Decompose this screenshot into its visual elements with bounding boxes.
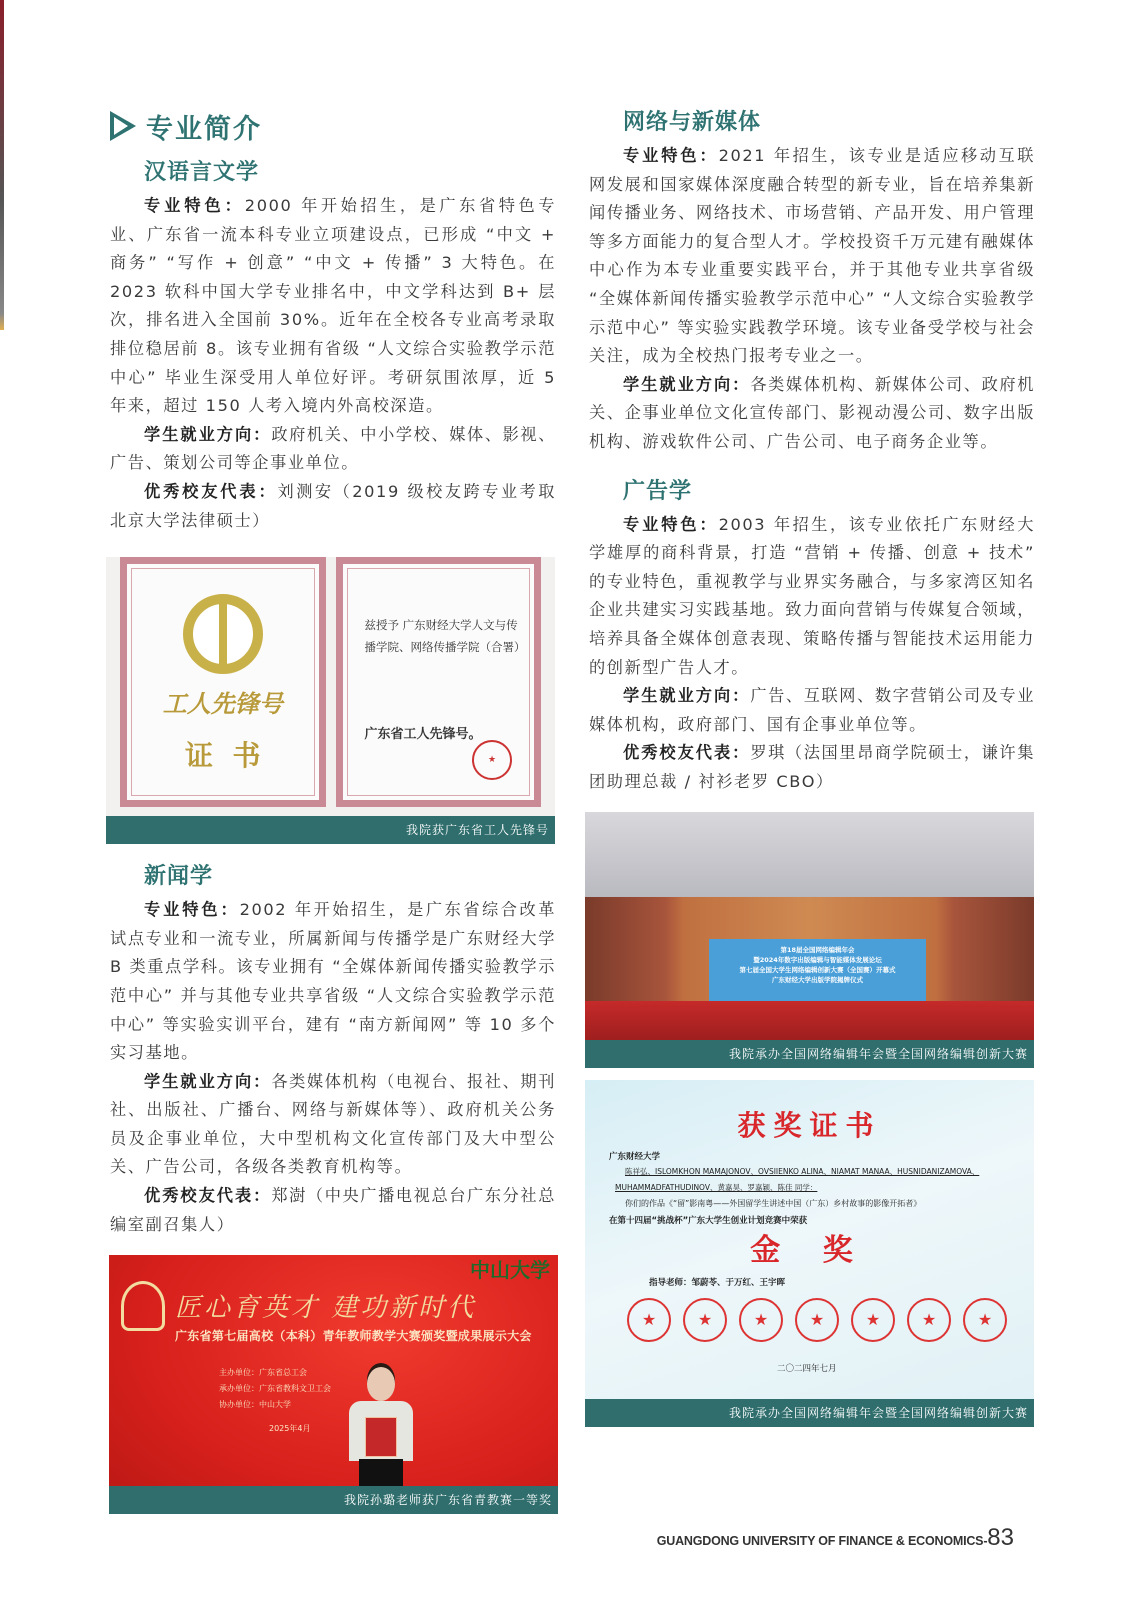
- label: 学生就业方向：: [623, 686, 751, 706]
- label: 优秀校友代表：: [144, 481, 278, 501]
- photo-teacher-award: [109, 1255, 558, 1514]
- photo-caption: 我院承办全国网络编辑年会暨全国网络编辑创新大赛: [585, 1399, 1034, 1427]
- seal-icon: [739, 1298, 783, 1342]
- banner-slogan: 匠心育英才 建功新时代: [175, 1293, 477, 1324]
- photo-caption: 我院获广东省工人先锋号: [106, 816, 555, 844]
- text: 政府机关、中小学校、媒体、影视、广告、策划公司等企事业单位。: [110, 424, 556, 473]
- text: 2021 年招生，该专业是适应移动互联网发展和国家媒体深度融合转型的新专业，旨在培养集新闻传播业务、网络技术、市场营销、产品开发、用户管理等多方面能力的复合型人才。学校投资千万元建有融媒体中心作为本专业重要实践平台，并于其他专业共享省级 “全媒体新闻传播实验教学示范中心” “人文综合实验教学示范中心” 等实验实践教学环境。该专业备受学校与社会关注，成为全校热门报考专业之一。: [589, 146, 1035, 366]
- photo-caption: 我院承办全国网络编辑年会暨全国网络编辑创新大赛: [585, 1040, 1034, 1068]
- major-title-advertising: 广告学: [623, 477, 693, 504]
- text: 2002 年开始招生，是广东省综合改革试点专业和一流专业，所属新闻与传播学是广东财经大学 B 类重点学科。该专业拥有 “全媒体新闻传播实验教学示范中心” 并与其他专业共享省级 “人文综合实验教学示范中心” 等实验实训平台，建有 “南方新闻网” 等 10 多个实习基地。: [110, 900, 556, 1063]
- label: 专业特色：: [144, 900, 240, 920]
- chinese-career: [110, 421, 556, 478]
- advertising-feature: [589, 511, 1035, 683]
- text: 各类媒体机构、新媒体公司、政府机关、企事业单位文化宣传部门、影视动漫公司、数字出版机构、游戏软件公司、广告公司、电子商务企业等。: [589, 374, 1035, 451]
- major-title-journalism: 新闻学: [144, 863, 214, 890]
- seal-icon: [963, 1298, 1007, 1342]
- advertising-alumni: [589, 739, 1035, 796]
- award-school: 广东财经大学: [609, 1152, 661, 1163]
- award-date: 二〇二四年七月: [777, 1364, 837, 1375]
- certificate-cover: [120, 557, 326, 807]
- banner-host: 主办单位：广东省总工会: [219, 1368, 307, 1378]
- chinese-feature: [110, 192, 556, 421]
- newmedia-feature: [589, 142, 1035, 371]
- screen-line: 暨2024年数字出版编辑与智能媒体发展论坛: [753, 956, 882, 965]
- text: 2000 年开始招生，是广东省特色专业、广东省一流本科专业立项建设点，已形成 “中文 + 商务” “写作 + 创意” “中文 + 传播” 3 大特色。在 2023 软科中国大学专业排名中，中文学科达到 B+ 层次，排名进入全国前 30%。近年在全校各专业高考录取排位稳居前 8。该专业拥有省级 “人文综合实验教学示范中心” 毕业生深受用人单位好评。考研氛围浓厚，近 5 年来，超过 150 人考入境内外高校深造。: [110, 196, 557, 416]
- hall-ceiling: [585, 812, 1034, 897]
- label: 学生就业方向：: [144, 424, 272, 444]
- play-arrow-icon: [110, 111, 136, 141]
- newmedia-career: [589, 371, 1035, 457]
- advertising-career: [589, 682, 1035, 739]
- left-column: [110, 100, 556, 1514]
- text: 刘测安（2019 级校友跨专业考取北京大学法律硕士）: [110, 481, 557, 530]
- event-logo-icon: [121, 1281, 165, 1331]
- text: 郑澍（中央广播电视总台广东分社总编室副召集人）: [110, 1186, 556, 1234]
- stage-screen: [709, 939, 926, 1001]
- cert-sub: 证 书: [185, 739, 261, 773]
- photo-award-certificate: [585, 1080, 1034, 1427]
- chinese-alumni: [110, 478, 556, 535]
- award-title: 获奖证书: [737, 1109, 882, 1143]
- label: 优秀校友代表：: [144, 1186, 272, 1206]
- journalism-feature: [110, 896, 556, 1068]
- seal-icon: [627, 1298, 671, 1342]
- screen-line: 广东财经大学出版学院揭牌仪式: [772, 976, 863, 985]
- certificate-inner: [336, 557, 542, 807]
- journalism-alumni: [110, 1182, 556, 1239]
- award-names: MUHAMMADFATHUDINOV、黄嘉昊、罗嘉颖、陈佳 同学：: [615, 1183, 818, 1193]
- label: 学生就业方向：: [144, 1071, 272, 1091]
- footer-dash: -: [983, 1534, 988, 1548]
- label: 专业特色：: [144, 196, 245, 215]
- sysu-logo: 中山大学: [470, 1258, 550, 1283]
- text: 各类媒体机构（电视台、报社、期刊社、出版社、广播台、网络与新媒体等）、政府机关公务员及企事业单位，大中型机构文化宣传部门及大中型公关、广告公司，各级各类教育机构等。: [110, 1071, 556, 1177]
- award-teachers: 指导老师：邹蔚苓、于万红、王宇晖: [649, 1278, 786, 1289]
- award-prize: 金 奖: [750, 1233, 869, 1269]
- banner-co: 协办单位：中山大学: [219, 1400, 291, 1410]
- cert-honor-text: 广东省工人先锋号。: [364, 727, 482, 743]
- award-names: 陈祥弘、ISLOMKHON MAMAJONOV、OVSIIENKO ALINA、NIAMAT MANAA、HUSNIDANIZAMOVA、: [625, 1167, 980, 1177]
- page-number: 83: [987, 1524, 1014, 1551]
- union-emblem-icon: [183, 594, 263, 674]
- text: 2003 年招生，该专业依托广东财经大学雄厚的商科背景，打造 “营销 + 传播、创意 + 技术” 的专业特色，重视教学与业界实务融合，与多家湾区知名企业共建实习实践基地。致力面向营销与传媒复合领域，培养具备全媒体创意表现、策略传播与智能技术运用能力的创新型广告人才。: [589, 514, 1035, 677]
- photo-caption: 我院孙璐老师获广东省青教赛一等奖: [109, 1486, 558, 1514]
- cert-title: 工人先锋号: [162, 689, 283, 719]
- award-contest: 在第十四届“挑战杯”广东大学生创业计划竞赛中荣获: [609, 1216, 808, 1227]
- award-work: 你们的作品《“留”影南粤——外国留学生讲述中国（广东）乡村故事的影像开拓者》: [625, 1199, 922, 1209]
- banner-subtitle: 广东省第七届高校（本科）青年教师教学大赛颁奖暨成果展示大会: [175, 1329, 532, 1344]
- seal-icon: ★: [472, 740, 512, 780]
- cert-grant-text: 兹授予 广东财经大学人文与传播学院、网络传播学院（合署）: [364, 618, 526, 655]
- photo-conference-hall: [585, 812, 1034, 1068]
- text: 广告、互联网、数字营销公司及专业媒体机构，政府部门、国有企事业单位等。: [589, 686, 1035, 734]
- seal-icon: [795, 1298, 839, 1342]
- label: 专业特色：: [623, 146, 719, 165]
- screen-line: 第七届全国大学生网络编辑创新大赛（全国赛）开幕式: [739, 966, 896, 975]
- banner-organizer: 承办单位：广东省教科文卫工会: [219, 1384, 331, 1394]
- page-footer: [657, 1524, 1014, 1552]
- journalism-career: [110, 1068, 556, 1182]
- section-title: 专业简介: [146, 113, 262, 145]
- label: 专业特色：: [623, 514, 719, 534]
- seal-icon: [851, 1298, 895, 1342]
- label: 优秀校友代表：: [623, 743, 751, 763]
- seal-icon: [907, 1298, 951, 1342]
- text: 罗琪（法国里昂商学院硕士，谦许集团助理总裁 / 衬衫老罗 CBO）: [589, 743, 1035, 791]
- banner-date: 2025年4月: [269, 1424, 311, 1434]
- footer-university: GUANGDONG UNIVERSITY OF FINANCE & ECONOMICS: [656, 1534, 984, 1548]
- major-title-chinese: 汉语言文学: [144, 159, 260, 185]
- page-edge-strip: [0, 0, 4, 330]
- screen-line: 第18届全国网络编辑年会: [780, 946, 855, 955]
- photo-certificate-pioneer: [106, 557, 555, 844]
- label: 学生就业方向：: [623, 374, 751, 394]
- seal-icon: [683, 1298, 727, 1342]
- section-heading: [110, 100, 556, 152]
- major-title-newmedia: 网络与新媒体: [623, 109, 762, 135]
- right-column: [589, 100, 1035, 1427]
- seal-row: [627, 1298, 1007, 1342]
